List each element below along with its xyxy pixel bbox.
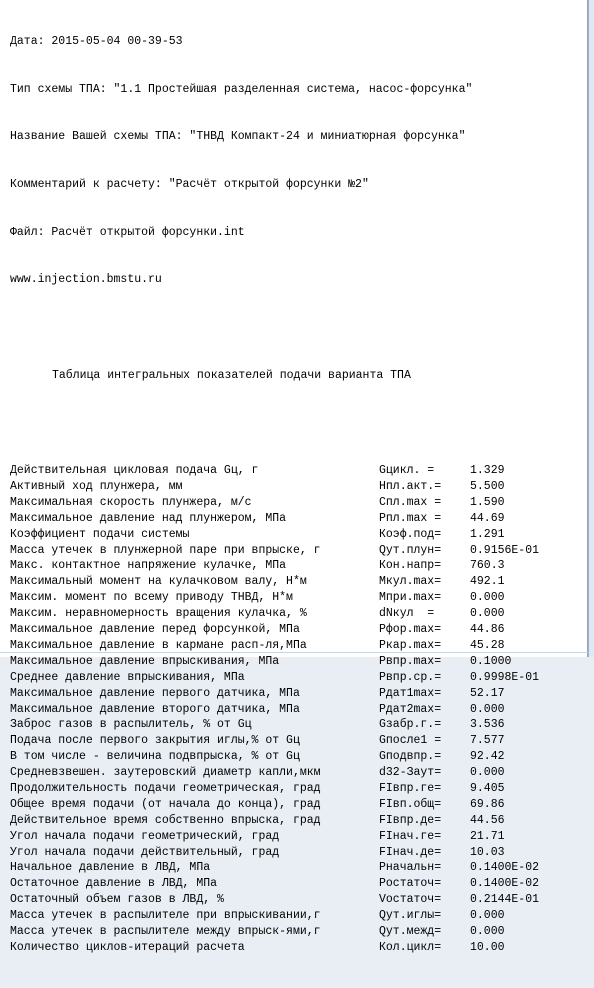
table-row [10,733,560,749]
row-symbol: Кол.цикл= [379,940,442,954]
row-label: Максимальное давление первого датчика, МПа [10,686,300,700]
row-symbol: Мпри.max= [379,591,442,605]
row-label: Максимальный момент на кулачковом валу, Н*м [10,575,307,589]
row-symbol: d32-Заут= [379,766,442,780]
row-symbol: dNкул = [379,607,435,621]
row-label: Среднее давление впрыскивания, МПа [10,670,245,684]
report-site: www.injection.bmstu.ru [10,273,162,287]
row-label: Средневзвешен. заутеровский диаметр капли,мкм [10,766,321,780]
row-symbol: Pкар.max= [379,638,442,652]
table-row [10,495,560,511]
row-label: Максим. момент по всему приводу ТНВД, Н*м [10,591,293,605]
row-value: 44.86 [470,623,505,637]
row-value: 3.536 [470,718,505,732]
row-symbol: Gподвпр.= [379,750,442,764]
row-label: Максим. неравномерность вращения кулачка, % [10,607,307,621]
row-label: Макс. контактное напряжение кулачке, МПа [10,559,287,573]
row-label: Общее время подачи (от начала до конца), град [10,797,321,811]
row-symbol: Кон.напр= [379,559,442,573]
row-label: Заброс газов в распылитель, % от Gц [10,718,252,732]
row-symbol: Pостаточ= [379,877,442,891]
table-row [10,590,560,606]
report-content [10,2,560,988]
blank-line [10,415,560,431]
table-title: Таблица интегральных показателей подачи варианта ТПА [52,368,411,382]
table-row [10,686,560,702]
row-symbol: Pвпр.max= [379,654,442,668]
row-symbol: Мкул.max= [379,575,442,589]
indicator-table [10,463,560,956]
table-row [10,511,560,527]
row-label: Подача после первого закрытия иглы,% от Gц [10,734,300,748]
row-label: Максимальная скорость плунжера, м/с [10,495,252,509]
row-value: 44.56 [470,813,505,827]
row-value: 0.000 [470,607,505,621]
table-row [10,463,560,479]
report-file: Файл: Расчёт открытой форсунки.int [10,225,245,239]
row-value: 10.00 [470,940,505,954]
row-symbol: Gпосле1 = [379,734,442,748]
row-symbol: Hпл.акт.= [379,480,442,494]
row-value: 0.000 [470,591,505,605]
row-label: Максимальное давление второго датчика, МПа [10,702,300,716]
row-value: 21.71 [470,829,505,843]
row-value: 0.1400E-02 [470,861,540,875]
row-label: Максимальное давление впрыскивания, МПа [10,654,280,668]
table-row [10,670,560,686]
row-symbol: FIнач.ге= [379,829,442,843]
table-row [10,717,560,733]
row-value: 44.69 [470,511,505,525]
row-label: Угол начала подачи действительный, град [10,845,280,859]
row-symbol: Pфор.max= [379,623,442,637]
table-row [10,765,560,781]
row-label: Максимальное давление перед форсункой, МПа [10,623,300,637]
table-row [10,749,560,765]
row-value: 92.42 [470,750,505,764]
row-symbol: Gцикл. = [379,464,435,478]
row-value: 0.9998E-01 [470,670,540,684]
table-row [10,558,560,574]
blank-line [10,320,560,336]
table-row [10,543,560,559]
row-symbol: Vостаточ= [379,893,442,907]
row-value: 7.577 [470,734,505,748]
row-symbol: FIвпр.де= [379,813,442,827]
report-date: Дата: 2015-05-04 00-39-53 [10,34,183,48]
row-symbol: Pдат1max= [379,686,442,700]
table-row [10,813,560,829]
row-symbol: Qут.иглы= [379,909,442,923]
row-value: 52.17 [470,686,505,700]
row-value: 1.291 [470,527,505,541]
row-label: Масса утечек в распылителе между впрыск-ями,г [10,924,321,938]
row-symbol: Pпл.max = [379,511,442,525]
table-row [10,876,560,892]
row-symbol: Cпл.max = [379,495,442,509]
row-label: Угол начала подачи геометрический, град [10,829,280,843]
vertical-scrollbar[interactable] [588,0,594,657]
row-label: Действительная цикловая подача Gц, г [10,464,259,478]
row-label: Количество циклов-итераций расчета [10,940,245,954]
row-symbol: FIвп.общ= [379,797,442,811]
divider [0,652,588,653]
row-label: Максимальное давление в кармане расп-ля,МПа [10,638,307,652]
row-value: 45.28 [470,638,505,652]
table-row [10,527,560,543]
row-symbol: Gзабр.г.= [379,718,442,732]
row-label: Масса утечек в плунжерной паре при впрыске, г [10,543,321,557]
report-scheme-name: Название Вашей схемы ТПА: "ТНВД Компакт-24 и миниатюрная форсунка" [10,130,466,144]
table-row [10,845,560,861]
row-value: 492.1 [470,575,505,589]
table-row [10,908,560,924]
row-symbol: Pвпр.ср.= [379,670,442,684]
row-label: Действительное время собственно впрыска, град [10,813,321,827]
row-label: Начальное давление в ЛВД, МПа [10,861,211,875]
report-scheme-type: Тип схемы ТПА: "1.1 Простейшая разделенная система, насос-форсунка" [10,82,473,96]
row-label: В том числе - величина подвпрыска, % от Gц [10,750,300,764]
row-value: 0.9156E-01 [470,543,540,557]
row-label: Активный ход плунжера, мм [10,480,183,494]
row-value: 10.03 [470,845,505,859]
row-label: Остаточное давление в ЛВД, МПа [10,877,218,891]
table-row [10,829,560,845]
table-row [10,606,560,622]
table-row [10,797,560,813]
row-label: Продолжительность подачи геометрическая, град [10,781,321,795]
row-symbol: Qут.межд= [379,924,442,938]
row-value: 0.000 [470,924,505,938]
row-value: 1.329 [470,464,505,478]
row-symbol: Qут.плун= [379,543,442,557]
row-value: 69.86 [470,797,505,811]
row-label: Коэффициент подачи системы [10,527,190,541]
row-symbol: Коэф.под= [379,527,442,541]
row-label: Остаточный объем газов в ЛВД, % [10,893,224,907]
row-value: 5.500 [470,480,505,494]
table-row [10,940,560,956]
row-value: 1.590 [470,495,505,509]
row-symbol: FIнач.де= [379,845,442,859]
table-row [10,654,560,670]
row-label: Масса утечек в распылителе при впрыскивании,г [10,909,321,923]
table-row [10,702,560,718]
table-row [10,924,560,940]
row-value: 9.405 [470,781,505,795]
row-symbol: Pдат2max= [379,702,442,716]
row-symbol: FIвпр.ге= [379,781,442,795]
table-row [10,892,560,908]
table-row [10,479,560,495]
row-value: 0.2144E-01 [470,893,540,907]
row-label: Максимальное давление над плунжером, МПа [10,511,287,525]
row-value: 0.000 [470,909,505,923]
report-comment: Комментарий к расчету: "Расчёт открытой форсунки №2" [10,177,369,191]
row-value: 0.000 [470,766,505,780]
table-row [10,574,560,590]
row-symbol: Pначальн= [379,861,442,875]
row-value: 0.1000 [470,654,512,668]
table-row [10,781,560,797]
row-value: 0.1400E-02 [470,877,540,891]
table-row [10,622,560,638]
row-value: 760.3 [470,559,505,573]
row-value: 0.000 [470,702,505,716]
table-row [10,860,560,876]
